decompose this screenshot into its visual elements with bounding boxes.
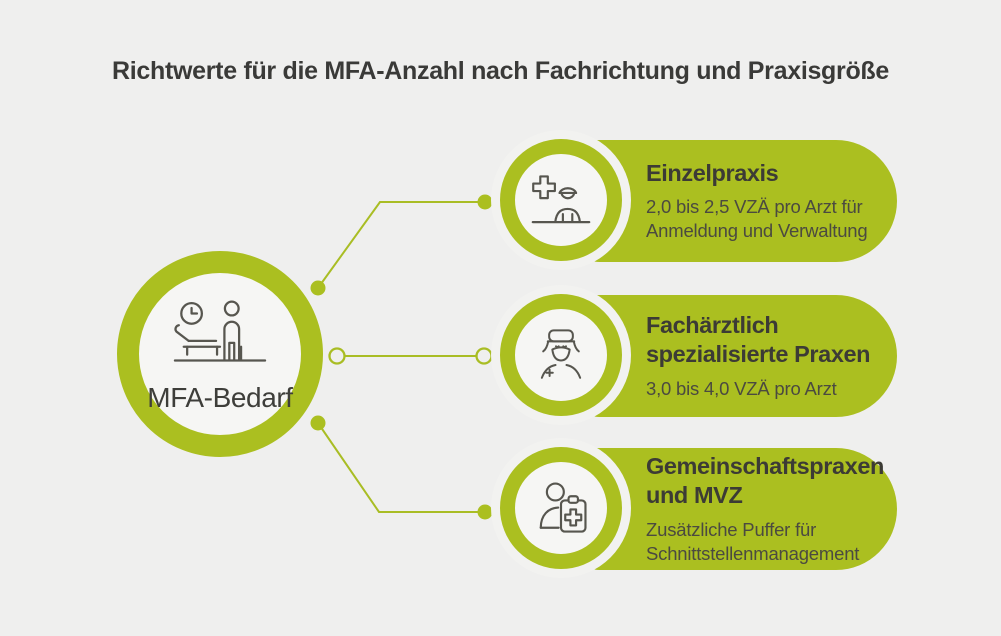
page-title: Richtwerte für die MFA-Anzahl nach Fachrichtung und Praxisgröße [111, 57, 890, 85]
card-einzelpraxis [500, 139, 897, 263]
card-icon-badge [500, 447, 622, 569]
person-clipboard-icon [529, 477, 593, 539]
card-icon-badge [500, 139, 622, 261]
card-description: 3,0 bis 4,0 VZÄ pro Arzt [646, 378, 837, 400]
node-dot [478, 195, 493, 210]
card-icon-badge [500, 294, 622, 416]
reception-clock-person-icon [171, 299, 269, 371]
card-title: Einzelpraxis [646, 159, 779, 186]
surgeon-mask-icon [530, 324, 592, 386]
card-description: Zusätzliche Puffer für Schnittstellenmanagement [646, 519, 860, 565]
card-gemeinschaftspraxen [500, 447, 897, 571]
node-ring-dot [477, 349, 492, 364]
node-ring-dot [330, 349, 345, 364]
hub-circle-mfa-bedarf [117, 251, 323, 457]
node-dot [311, 281, 326, 296]
card-fachaerztlich [500, 294, 897, 418]
card-title: Gemeinschaftspraxen und MVZ [646, 452, 884, 509]
hub-label: MFA-Bedarf [147, 381, 293, 413]
card-description: 2,0 bis 2,5 VZÄ pro Arzt für Anmeldung und Verwaltung [646, 196, 868, 242]
connector-top [318, 202, 485, 288]
node-dot [478, 505, 493, 520]
nurse-reception-icon [529, 170, 593, 230]
connector-bottom [318, 423, 485, 512]
card-title: Fachärztlich spezialisierte Praxen [646, 311, 871, 368]
node-dot [311, 416, 326, 431]
